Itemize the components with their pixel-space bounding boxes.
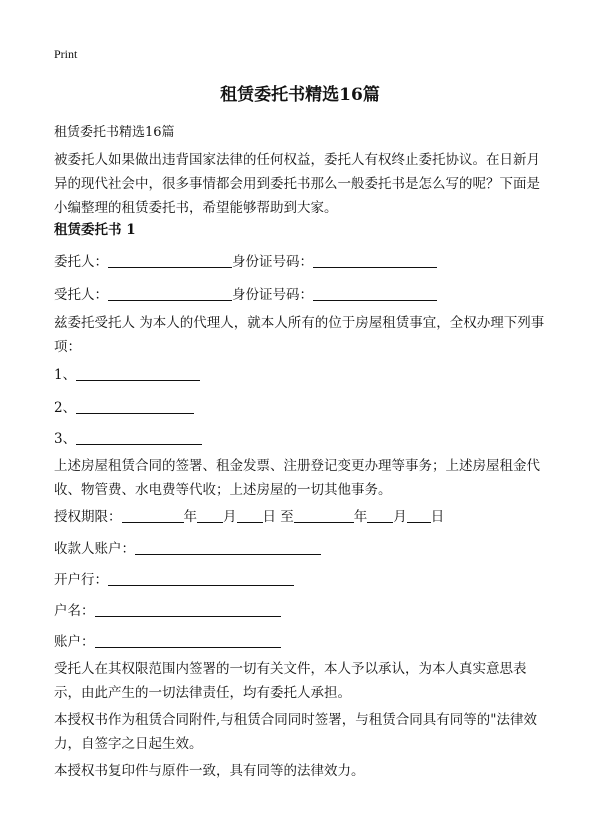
list-item	[54, 363, 200, 383]
bank-blank	[108, 571, 294, 586]
id-label-2: 身份证号码：	[232, 287, 313, 303]
principal-blank	[108, 253, 232, 268]
account-row	[54, 630, 281, 650]
day-blank	[237, 508, 263, 523]
item-number: 1、	[54, 367, 77, 383]
month-label: 月	[223, 509, 237, 525]
month-label: 月	[393, 509, 407, 525]
copy-paragraph: 本授权书复印件与原件一致，具有同等的法律效力。	[54, 763, 365, 779]
agent-label: 受托人：	[54, 287, 108, 303]
id-blank-1	[313, 253, 437, 268]
day-blank	[407, 508, 431, 523]
acknowledge-paragraph: 受托人在其权限范围内签署的一切有关文件，本人予以承认，为本人真实意思表示，由此产生的一切法律责任，均有委托人承担。	[54, 661, 527, 701]
year-label: 年	[183, 509, 197, 525]
principal-label: 委托人：	[54, 254, 108, 270]
id-blank-2	[313, 286, 437, 301]
list-item	[54, 396, 194, 416]
year-blank	[122, 508, 184, 523]
section-heading: 租赁委托书 1	[54, 222, 136, 238]
year-blank	[294, 508, 354, 523]
page-title: 租赁委托书精选16篇	[220, 85, 380, 105]
list-item	[54, 427, 202, 447]
doc-subtitle: 租赁委托书精选16篇	[54, 125, 175, 140]
agent-blank	[108, 286, 232, 301]
print-link[interactable]: Print	[54, 47, 78, 61]
bank-row	[54, 568, 294, 588]
period-row	[54, 505, 444, 525]
payee-account-blank	[135, 540, 321, 555]
item-blank	[76, 366, 200, 381]
bank-label: 开户行：	[54, 572, 108, 588]
scope-paragraph: 上述房屋租赁合同的签署、租金发票、注册登记变更办理等事务；上述房屋租金代收、物管费、水电费等代收；上述房屋的一切其他事务。	[54, 458, 540, 498]
month-blank	[367, 508, 393, 523]
account-label: 账户：	[54, 634, 95, 650]
appoint-paragraph: 兹委托受托人 为本人的代理人，就本人所有的位于房屋租赁事宜，全权办理下列事项：	[54, 315, 545, 355]
attachment-paragraph: 本授权书作为租赁合同附件,与租赁合同同时签署，与租赁合同具有同等的"法律效力，自签字之日起生效。	[54, 712, 537, 752]
day-label: 日	[430, 509, 445, 525]
item-number: 3、	[54, 431, 77, 447]
account-name-row	[54, 599, 281, 619]
item-blank	[76, 399, 194, 414]
payee-account-label: 收款人账户：	[54, 541, 135, 557]
account-name-blank	[95, 602, 281, 617]
payee-account-row	[54, 537, 321, 557]
principal-row	[54, 250, 437, 270]
account-blank	[95, 633, 281, 648]
day-to-label: 日 至	[262, 509, 294, 525]
month-blank	[197, 508, 223, 523]
agent-row	[54, 283, 437, 303]
item-number: 2、	[54, 400, 77, 416]
period-label: 授权期限：	[54, 509, 122, 525]
item-blank	[76, 430, 202, 445]
intro-paragraph: 被委托人如果做出违背国家法律的任何权益，委托人有权终止委托协议。在日新月异的现代社会中，很多事情都会用到委托书那么一般委托书是怎么写的呢？下面是小编整理的租赁委托书，希望能够帮助到大家。	[54, 152, 540, 216]
id-label-1: 身份证号码：	[232, 254, 313, 270]
year-label: 年	[353, 509, 368, 525]
account-name-label: 户名：	[54, 603, 95, 619]
